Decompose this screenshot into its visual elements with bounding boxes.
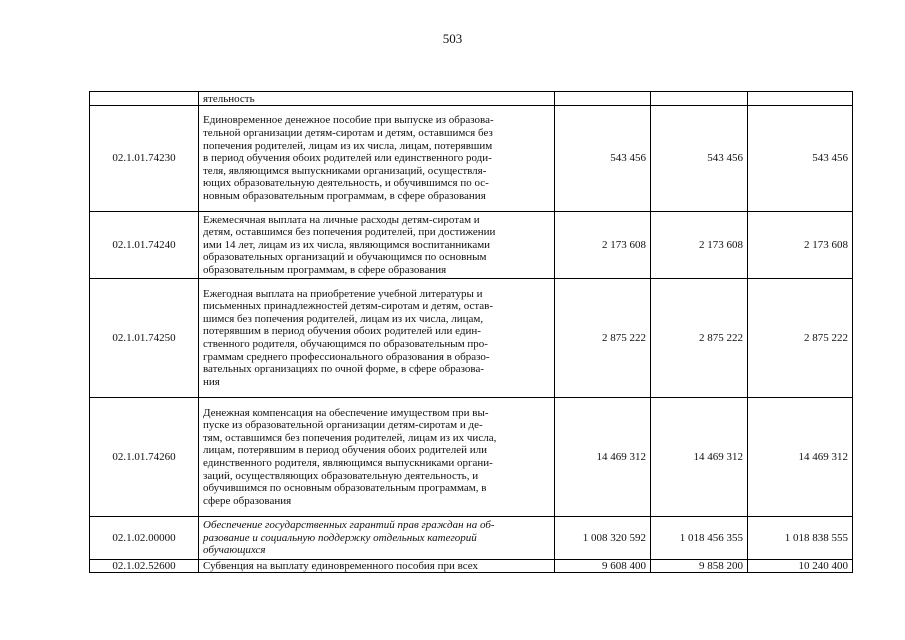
cell-description bbox=[199, 92, 555, 106]
description-line: Единовременное денежное пособие при выпуске из образова- bbox=[203, 114, 494, 127]
table-row bbox=[90, 398, 853, 517]
cell-description bbox=[199, 517, 555, 560]
cell-amount-1: 543 456 bbox=[555, 106, 651, 212]
cell-amount-2: 2 173 608 bbox=[651, 212, 748, 279]
description-line: тям, оставшимся без попечения родителей, лицам из их числа, bbox=[203, 431, 497, 444]
description-line: попечения родителей, лицам из их числа, лицам, потерявшим bbox=[203, 139, 493, 152]
description-line: в период обучения обоих родителей или единственного роди- bbox=[203, 152, 492, 165]
cell-amount-2: 2 875 222 bbox=[651, 279, 748, 398]
cell-amount-2 bbox=[651, 92, 748, 106]
cell-description bbox=[199, 560, 555, 573]
description-line: обучившимся по основным образовательным программам, в bbox=[203, 482, 487, 495]
description-line: ющих образовательную деятельность, и обучившимся по ос- bbox=[203, 177, 489, 190]
table-row bbox=[90, 212, 853, 279]
table-row bbox=[90, 92, 853, 106]
table-row bbox=[90, 106, 853, 212]
cell-amount-2: 543 456 bbox=[651, 106, 748, 212]
description-line: единственного родителя, являющимся выпускниками органи- bbox=[203, 457, 493, 469]
description-line: разование и социальную поддержку отдельных категорий bbox=[203, 531, 477, 544]
cell-amount-3: 2 173 608 bbox=[748, 212, 853, 279]
cell-description bbox=[199, 212, 555, 279]
cell-code: 02.1.01.74260 bbox=[90, 398, 199, 517]
cell-amount-1 bbox=[555, 92, 651, 106]
description-line: потерявшим в период обучения обоих родителей или един- bbox=[203, 325, 481, 338]
description-line: заций, осуществляющих образовательную деятельность, и bbox=[203, 469, 479, 482]
cell-code bbox=[90, 92, 199, 106]
cell-code: 02.1.01.74240 bbox=[90, 212, 199, 279]
table-row bbox=[90, 560, 853, 573]
cell-amount-1: 2 173 608 bbox=[555, 212, 651, 279]
description-line: Ежемесячная выплата на личные расходы детям-сиротам и bbox=[203, 213, 480, 226]
cell-amount-3 bbox=[748, 92, 853, 106]
description-line: ственного родителя, обучающимся по образовательным про- bbox=[203, 338, 488, 350]
cell-code: 02.1.01.74250 bbox=[90, 279, 199, 398]
description-line: вательных организациях по очной форме, в сфере образова- bbox=[203, 363, 485, 376]
cell-amount-3: 2 875 222 bbox=[748, 279, 853, 398]
cell-code: 02.1.02.52600 bbox=[90, 560, 199, 573]
cell-amount-3: 543 456 bbox=[748, 106, 853, 212]
table-row bbox=[90, 279, 853, 398]
cell-code: 02.1.02.00000 bbox=[90, 517, 199, 560]
page-number: 503 bbox=[442, 31, 463, 46]
budget-table bbox=[89, 91, 853, 573]
description-line: Субвенция на выплату единовременного пособия при всех bbox=[203, 560, 479, 572]
description-line: образовательных организаций и обучающимся по основным bbox=[203, 251, 487, 264]
description-line: сфере образования bbox=[203, 494, 292, 507]
description-line: обучающихся bbox=[203, 544, 266, 557]
description-line: Денежная компенсация на обеспечение имуществом при вы- bbox=[203, 406, 489, 419]
description-line: ятельность bbox=[203, 92, 255, 105]
description-line: Обеспечение государственных гарантий прав граждан на об- bbox=[203, 519, 495, 532]
cell-amount-1: 9 608 400 bbox=[555, 560, 651, 573]
cell-description bbox=[199, 398, 555, 517]
description-line: новным образовательным программам, в сфере образования bbox=[203, 189, 486, 202]
description-line: ния bbox=[203, 375, 220, 388]
description-line: ими 14 лет, лицам из их числа, являющимся воспитанниками bbox=[203, 238, 491, 251]
cell-amount-2: 1 018 456 355 bbox=[651, 517, 748, 560]
description-line: граммам среднего профессионального образования в образо- bbox=[203, 350, 490, 363]
description-line: пуске из образовательной организации детям-сиротам и де- bbox=[203, 419, 483, 432]
cell-amount-2: 14 469 312 bbox=[651, 398, 748, 517]
cell-amount-1: 1 008 320 592 bbox=[555, 517, 651, 560]
description-line: тельной организации детям-сиротам и детям, оставшимся без bbox=[203, 127, 493, 140]
cell-code: 02.1.01.74230 bbox=[90, 106, 199, 212]
cell-amount-3: 14 469 312 bbox=[748, 398, 853, 517]
cell-amount-3: 1 018 838 555 bbox=[748, 517, 853, 560]
description-line: шимся без попечения родителей, лицам из их числа, лицам, bbox=[203, 312, 484, 325]
description-line: теля, являющимся выпускниками организаций, осуществля- bbox=[203, 164, 487, 177]
cell-amount-1: 14 469 312 bbox=[555, 398, 651, 517]
cell-description bbox=[199, 106, 555, 212]
cell-amount-1: 2 875 222 bbox=[555, 279, 651, 398]
table-row bbox=[90, 517, 853, 560]
cell-amount-2: 9 858 200 bbox=[651, 560, 748, 573]
description-line: письменных принадлежностей детям-сиротам и детям, остав- bbox=[203, 300, 494, 313]
description-line: лицам, потерявшим в период обучения обоих родителей или bbox=[203, 444, 488, 457]
cell-amount-3: 10 240 400 bbox=[748, 560, 853, 573]
description-line: образовательным программам, в сфере образования bbox=[203, 263, 447, 276]
cell-description bbox=[199, 279, 555, 398]
description-line: Ежегодная выплата на приобретение учебной литературы и bbox=[203, 287, 483, 300]
description-line: детям, оставшимся без попечения родителей, при достижении bbox=[203, 226, 496, 239]
